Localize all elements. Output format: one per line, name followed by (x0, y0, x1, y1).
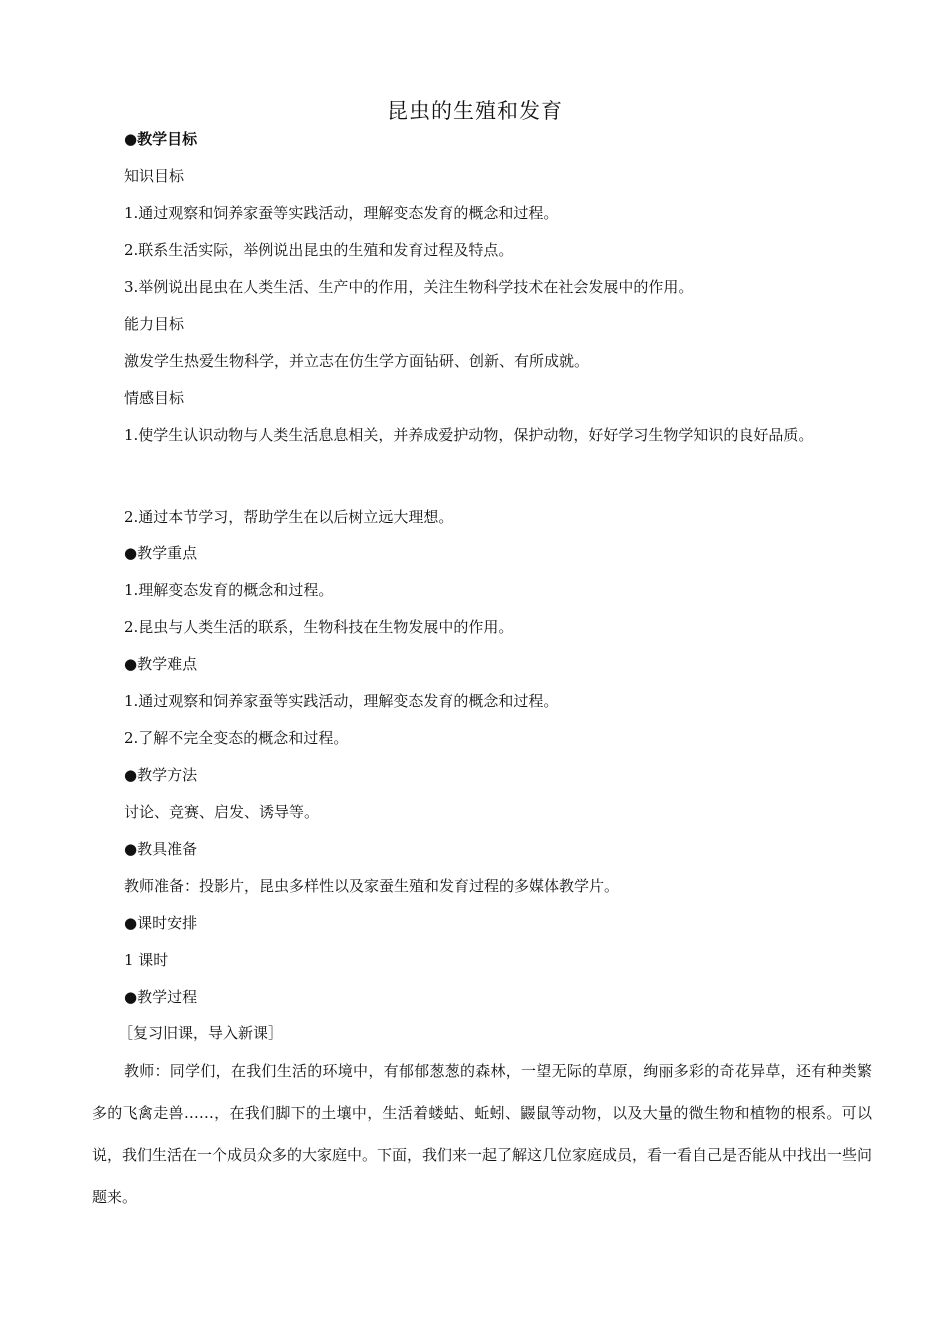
method-item-1: 讨论、竞赛、启发、诱导等。 (124, 803, 320, 821)
emotion-heading: 情感目标 (124, 389, 185, 407)
emotion-item-2: 2.通过本节学习，帮助学生在以后树立远大理想。 (124, 508, 454, 526)
emotion-item-1: 1.使学生认识动物与人类生活息息相关，并养成爱护动物，保护动物，好好学习生物学知识的良好品质。 (124, 426, 814, 444)
process-heading: ●教学过程 (124, 988, 198, 1006)
goals-heading: ●教学目标 (124, 130, 198, 148)
schedule-item-1: 1 课时 (124, 951, 169, 969)
key-point-2: 2.昆虫与人类生活的联系，生物科技在生物发展中的作用。 (124, 618, 514, 636)
knowledge-heading: 知识目标 (124, 167, 185, 185)
method-heading: ●教学方法 (124, 766, 198, 784)
key-points-heading: ●教学重点 (124, 544, 198, 562)
ability-item-1: 激发学生热爱生物科学，并立志在仿生学方面钻研、创新、有所成就。 (124, 352, 590, 370)
difficult-point-2: 2.了解不完全变态的概念和过程。 (124, 729, 349, 747)
knowledge-item-1: 1.通过观察和饲养家蚕等实践活动，理解变态发育的概念和过程。 (124, 204, 559, 222)
process-subheading: ［复习旧课，导入新课］ (118, 1024, 284, 1042)
tools-item-1: 教师准备：投影片，昆虫多样性以及家蚕生殖和发育过程的多媒体教学片。 (124, 877, 620, 895)
key-point-1: 1.理解变态发育的概念和过程。 (124, 581, 334, 599)
process-paragraph: 教师：同学们，在我们生活的环境中，有郁郁葱葱的森林，一望无际的草原，绚丽多彩的奇花异草，还有种类繁多的飞禽走兽……，在我们脚下的土壤中，生活着蝼蛄、蚯蚓、鼹鼠等动物，以及大量的微生物和植物的根系。可以说，我们生活在一个成员众多的大家庭中。下面，我们来一起了解这几位家庭成员，看一看自己是否能从中找出一些问题来。 (92, 1062, 873, 1206)
knowledge-item-3: 3.举例说出昆虫在人类生活、生产中的作用，关注生物科学技术在社会发展中的作用。 (124, 278, 694, 296)
knowledge-item-2: 2.联系生活实际，举例说出昆虫的生殖和发育过程及特点。 (124, 241, 514, 259)
difficult-points-heading: ●教学难点 (124, 655, 198, 673)
document-title: 昆虫的生殖和发育 (387, 99, 563, 123)
ability-heading: 能力目标 (124, 315, 185, 333)
tools-heading: ●教具准备 (124, 840, 198, 858)
difficult-point-1: 1.通过观察和饲养家蚕等实践活动，理解变态发育的概念和过程。 (124, 692, 559, 710)
schedule-heading: ●课时安排 (124, 914, 198, 932)
